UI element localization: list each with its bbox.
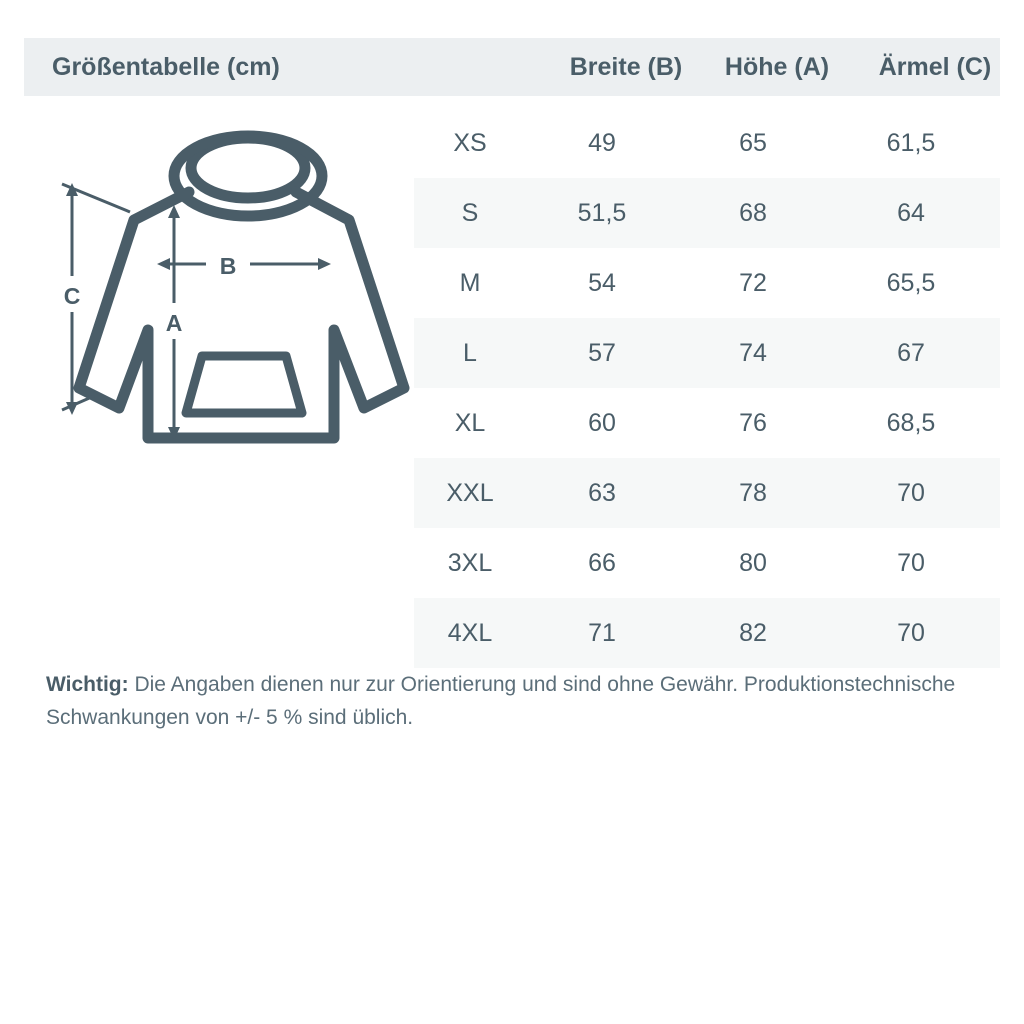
cell-height: 74 [739,338,767,367]
label-a: A [165,310,183,336]
hoodie-diagram [24,108,414,668]
table-row [414,108,1000,178]
disclaimer-lead: Wichtig: [46,673,129,696]
cell-width: 54 [588,268,616,297]
cell-height: 72 [739,268,767,297]
label-c: C [63,283,81,309]
cell-sleeve: 70 [897,548,925,577]
cell-sleeve: 67 [897,338,925,367]
table-row [414,318,1000,388]
cell-size: L [463,338,477,367]
table-row [414,598,1000,668]
cell-width: 63 [588,478,616,507]
cell-sleeve: 70 [897,618,925,647]
cell-sleeve: 64 [897,198,925,227]
cell-size: S [461,198,479,227]
cell-height: 78 [739,478,767,507]
cell-sleeve: 70 [897,478,925,507]
cell-size: 3XL [447,548,493,577]
cell-size: XS [453,128,487,157]
cell-size: M [459,268,481,297]
disclaimer [46,668,996,734]
cell-width: 51,5 [577,198,627,227]
cell-width: 57 [588,338,616,367]
cell-sleeve: 61,5 [886,128,936,157]
cell-height: 68 [739,198,767,227]
page-title: Größentabelle (cm) [52,52,280,81]
cell-width: 66 [588,548,616,577]
cell-size: XXL [446,478,494,507]
size-chart-header [24,38,1000,96]
table-row [414,178,1000,248]
cell-height: 76 [739,408,767,437]
cell-height: 82 [739,618,767,647]
disclaimer-text: Die Angaben dienen nur zur Orientierung und sind ohne Gewähr. Produktionstechnische Schwankungen von +/- 5 % sind üblich. [46,673,956,729]
cell-sleeve: 68,5 [886,408,936,437]
table-row [414,248,1000,318]
cell-size: XL [454,408,486,437]
cell-sleeve: 65,5 [886,268,936,297]
cell-width: 60 [588,408,616,437]
table-row [414,458,1000,528]
column-header-width: Breite (B) [569,52,683,81]
cell-width: 49 [588,128,616,157]
column-headers [438,53,1024,82]
column-header-sleeve: Ärmel (C) [878,52,992,81]
size-table [414,108,1000,668]
column-header-size [438,53,550,82]
table-row [414,528,1000,598]
table-row [414,388,1000,458]
cell-height: 65 [739,128,767,157]
cell-width: 71 [588,618,616,647]
cell-size: 4XL [447,618,493,647]
cell-height: 80 [739,548,767,577]
column-header-height: Höhe (A) [724,52,830,81]
label-b: B [219,253,237,279]
